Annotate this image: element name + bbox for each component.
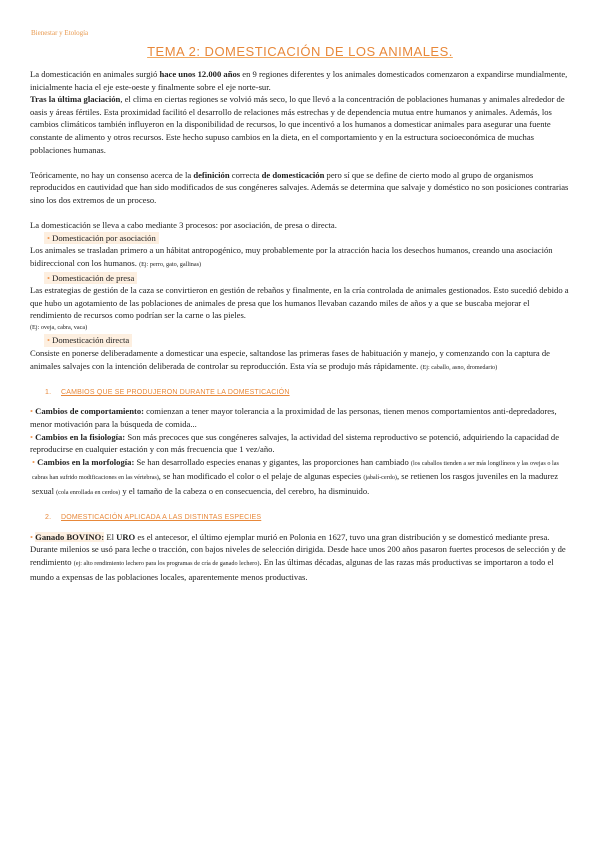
process-heading-association: • Domesticación por asociación: [30, 232, 572, 245]
section-1-heading: 1. CAMBIOS QUE SE PRODUJERON DURANTE LA DOMESTICACIÓN: [45, 388, 290, 396]
page-title: TEMA 2: DOMESTICACIÓN DE LOS ANIMALES.: [147, 44, 453, 59]
section-2-heading: 2. DOMESTICACIÓN APLICADA A LAS DISTINTAS ESPECIES: [45, 514, 262, 522]
intro-paragraph-1: La domesticación en animales surgió hace unos 12.000 años en 9 regiones diferentes y los animales domesticados comenzaron a expandirse mundialmente, inicialmente hacia el eje este-oeste y finalmente sobre el eje norte-sur.: [30, 69, 568, 92]
process-text-direct: Consiste en ponerse deliberadamente a domesticar una especie, saltandose las primeras fases de habituación y manejo, y comenzando con la captura de animales salvajes con la intención deliberada de controlar su reproducción. Esta vía se produjo más rápidamente. (Ej: caballo, asno, dromedario): [30, 348, 550, 371]
intro-paragraph-3: Teóricamente, no hay un consenso acerca de la definición correcta de domesticación pero sí que se define de cierto modo al grupo de organismos reproducidos en cautividad que han sido modificados de sus congéneres salvajes. Además se determina que salvaje y doméstico no son posiciones contrarias sino los dos extremos de un proceso.: [30, 169, 569, 205]
process-heading-direct: • Domesticación directa: [30, 334, 572, 347]
section-1-bullet-physiology: • Cambios en la fisiología: Son más precoces que sus congéneres salvajes, la actividad del sistema reproductivo se potenció, adquiriendo la capacidad de reproducirse en cualquier estación y con más frecuencia que 1 vez/año.: [30, 431, 560, 455]
intro-paragraph-4: La domesticación se lleva a cabo mediante 3 procesos: por asociación, de presa o directa.: [30, 220, 337, 231]
document-body: [30, 68, 572, 583]
process-example-prey: (Ej: oveja, cabra, vaca): [30, 323, 88, 331]
section-1-bullet-behaviour: • Cambios de comportamiento: comienzan a tener mayor tolerancia a la proximidad de las personas, tienen menos comportamientos anti-depredadores, menor motivación para la búsqueda de comida...: [30, 406, 557, 430]
process-text-association: Los animales se trasladan primero a un hábitat antropogénico, muy probablemente por la atracción hacia los desechos humanos, creando una asociación bidireccional con los humanos. (Ej: perro, gato, gallinas): [30, 245, 553, 268]
process-heading-prey: • Domesticación de presa: [30, 272, 572, 285]
running-header: Bienestar y Etología: [31, 29, 89, 37]
process-text-prey: Las estrategias de gestión de la caza se convirtieron en gestión de rebaños y finalmente, en la cría controlada de animales gestionados. Esto sucedió debido a que hubo un agotamiento de las poblaciones de animales de presa que los humanos llevaban cazando miles de años y a que se buscaba mejorar el rendimiento de recursos como podrían ser la carne o las pieles.: [30, 285, 569, 321]
section-2-bullet-bovine: • Ganado BOVINO: El URO es el antecesor, el último ejemplar murió en Polonia en 1627, tuvo una gran distribución y se domesticó mediante presa. Durante milenios se usó para leche o tracción, con bajos niveles de selección dirigida. Desde hace unos 200 años pasaron fuertes procesos de selección y de rendimiento (ej: alto rendimiento lechero para los programas de cría de ganado lechero). En las últimas décadas, algunas de las razas más productivas se importaron a todo el mundo a expensas de las poblaciones locales, aparentemente menos productivas.: [30, 531, 566, 582]
intro-paragraph-2: Tras la última glaciación, el clima en ciertas regiones se volvió más seco, lo que llevó a la concentración de poblaciones humanas y animales alrededor de oasis y áreas fértiles. Esta proximidad facilitó el desarrollo de relaciones más estrechas y de dependencia mutua entre humanos y animales. Además, los cambios climáticos también influyeron en la disponibilidad de recursos, lo que incentivó a los humanos a domesticar animales para asegurar una fuente constante de alimento y otros recursos. Este hecho supuso cambios en la dieta, en el comportamiento y en la estructura socioeconómica de muchas poblaciones humanas.: [30, 94, 565, 155]
section-1-bullet-morphology: • Cambios en la morfología: Se han desarrollado especies enanas y gigantes, las proporciones han cambiado (los caballos tienden a ser más longilíneos y las ovejas o las cabras han sufrido modificaciones en las vértebras), se han modificado el color o el pelaje de algunas especies (jabalí-cerdo), se retienen los rasgos juveniles en la madurez sexual (cola enrollada en cerdos) y el tamaño de la cabeza o en consecuencia, del cerebro, ha disminuido.: [32, 456, 559, 496]
